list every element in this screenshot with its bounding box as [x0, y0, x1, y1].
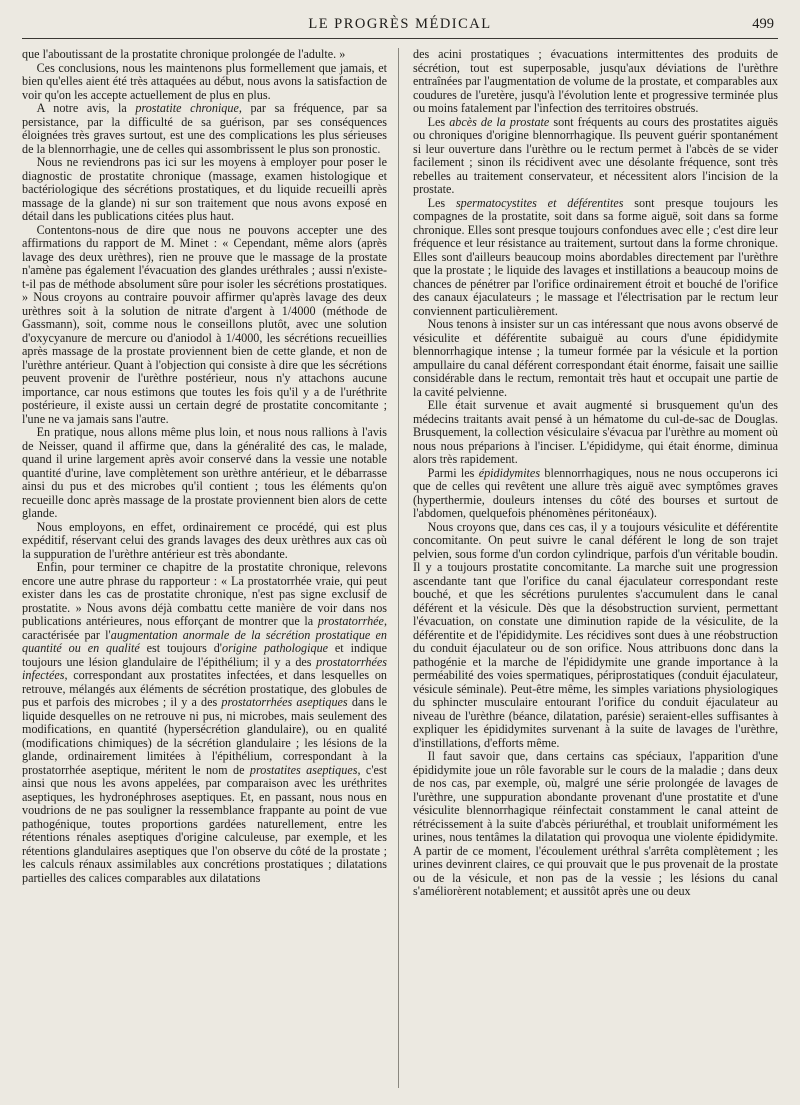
- paragraph: [413, 521, 778, 751]
- text-run: Nous tenons à insister sur un cas intéressant que nous avons observé de vésiculite et déférentite subaiguë au cours d'une épididymite blennorrhagique intense ; la tumeur formée par la vésicule et la portion ampullaire du canal déférent correspondant était énorme, faisait une saillie considérable dans le rectum, remontait très haut et occupait une partie de la cavité pelvienne.: [413, 317, 778, 399]
- text-run: sont fréquents au cours des prostatites aiguës ou chroniques d'origine blennorrhagique. Ils peuvent guérir spontanément si leur ouverture dans l'urèthre ou le rectum permet à l'abcès de se vider facilement ; sinon ils récidivent avec une désolante fréquence, sont très rebelles au traitement conservateur, et nécessitent alors l'incision de la prostate.: [413, 114, 778, 196]
- text-run: Parmi les: [427, 465, 479, 480]
- paragraph: [413, 399, 778, 467]
- text-run: , correspondant aux prostatites infectées, et dans lesquelles on retrouve, mélangés aux éléments de sécrétion prostatique, des globules de pus et parfois des microbes ; il y a des: [22, 668, 387, 709]
- text-run: Contentons-nous de dire que nous ne pouvons accepter une des affirmations du rapport de M. Minet : « Cependant, même alors (après lavage des deux urèthres), rien ne prouve que le massage de la prostate n'amène pas également l'évacuation des glandes uréthrales ; aussi n'existe-t-il pas de méthode absolument sûre pour isoler les sécrétions prostatiques. » Nous croyons au contraire pouvoir affirmer qu'après lavage des deux urèthres soit à la solution de nitrate d'argent à 1/4000 (méthode de Gassmann), soit, comme nous le conseillons plutôt, avec une solution d'oxycyanure de mercure ou d'aniodol à 1/4000, les sécrétions recueillies après massage de la prostate proviennent bien de cette glande, et non de l'urèthre antérieur. Quant à l'objection qui consiste à dire que les sécrétions peuvent provenir de l'urèthre postérieur, nous n'y attachons aucune importance, car nous estimons que toutes les fois qu'il y a de l'uréthrite postérieure, il existe aussi un certain degré de prostatite concomitante ; l'une ne va jamais sans l'autre.: [22, 222, 387, 426]
- text-run: dans le liquide desquelles on ne retrouve ni pus, ni microbes, mais seulement des modifications, en quantité (hypersécrétion glandulaire), ou en qualité (modifications chimiques) de la sécrétion glandulaire ; les lésions de la glande, ordinairement limitées à l'épithélium, correspondant à la prostatorrhée aseptique, méritent le nom de: [22, 695, 387, 777]
- paragraph: [413, 318, 778, 399]
- text-run: Les: [427, 195, 456, 210]
- journal-title: LE PROGRÈS MÉDICAL: [308, 16, 492, 32]
- paragraph: [413, 467, 778, 521]
- text-run: et indique toujours une lésion glandulaire de l'épithélium; il y a des: [22, 641, 387, 669]
- italic-term: augmentation anormale de la sécrétion prostatique en quantité ou en qualité: [22, 627, 387, 655]
- text-run: Ces conclusions, nous les maintenons plus formellement que jamais, et bien qu'elles aient été très attaquées au début, nous avons la satisfaction de voir qu'on les accepte actuellement de plus en plus.: [22, 60, 387, 102]
- text-run: Nous croyons que, dans ces cas, il y a toujours vésiculite et déférentite concomitante. On peut suivre le canal déférent le long de son trajet pelvien, sous forme d'un cordon cylindrique, parfois d'un véritable boudin. Il y a toujours prostatite concomitante. La marche suit une progression ascendante tant que l'orifice du canal éjaculateur correspondant reste bouché, et que les sécrétions purulentes s'accumulent dans le canal déférent et la vésicule. Dès que la désobstruction survient, permettant l'évacuation, on constate une diminution rapide de la vésiculite, de la déférentite et de l'épididymite. Les récidives sont dues à une réobstruction du conduit éjaculateur ou de son orifice. Nous attribuons donc dans la pathogénie et la marche de l'épididymite une grande importance à la perméabilité des voies spermatiques, périprostatiques (conduit éjaculateur, vésicule séminale). Peut-être même, les simples variations physiologiques du sphincter musculaire entourant l'orifice du conduit éjaculateur au niveau de l'urèthre (béance, dilatation, parésie) seraient-elles suffisantes à expliquer les épididymites survenant à la suite de lavages de l'urèthre, d'instillations, d'efforts même.: [413, 519, 778, 750]
- text-run: que l'aboutissant de la prostatite chronique prolongée de l'adulte. »: [22, 48, 346, 61]
- text-run: Les: [427, 114, 450, 129]
- paragraph: [413, 750, 778, 899]
- right-column: [413, 48, 778, 1098]
- italic-term: abcès de la prostate: [449, 114, 550, 129]
- paragraph: [413, 48, 778, 116]
- paragraph: [22, 62, 387, 103]
- text-run: Nous ne reviendrons pas ici sur les moyens à employer pour poser le diagnostic de prostatite chronique (massage, examen histologique et bactériologique des sécrétions prostatiques, et du liquide recueilli après massage de la glande) ni sur son traitement que nous avons exposé en détail dans les publications citées plus haut.: [22, 155, 387, 223]
- text-run: blennorrhagiques, nous ne nous occuperons ici que de celles qui revêtent une allure très aiguë avec symptômes graves (hyperthermie, douleurs intenses du côté des bourses et surtout de l'abdomen, quelquefois phénomènes péritonéaux).: [413, 465, 778, 520]
- text-run: des acini prostatiques ; évacuations intermittentes des produits de sécrétion, tout est superposable, jusqu'aux déviations de l'urèthre entraînées par l'augmentation de volume de la prostate, et comparables aux coudures de l'uretère, jusqu'à l'évolution lente et progressive terminée plus ou moins fatalement par l'infection des territoires obstrués.: [413, 48, 778, 115]
- paragraph: [22, 224, 387, 427]
- paragraph: [413, 116, 778, 197]
- paragraph: [413, 197, 778, 319]
- text-run: sont presque toujours les compagnes de la prostatite, soit dans sa forme aiguë, soit dans sa forme chronique. Elles sont presque toujours confondues avec elle ; c'est dire leur fréquence et leur résistance au traitement, surtout dans la forme chronique. Elles sont d'ailleurs beaucoup moins abordables directement par l'urèthre que la prostate ; le liquide des lavages et instillations a beaucoup moins de chances de pénétrer par l'orifice ordinairement étroit et bouché de l'orifice des canaux éjaculateurs ; le massage et l'électrisation par le rectum leur conviennent particulièrement.: [413, 195, 778, 318]
- italic-term: prostatorrhée: [317, 614, 384, 628]
- paragraph: [22, 48, 387, 62]
- italic-term: prostatorrhées infectées: [22, 654, 387, 682]
- text-run: , c'est ainsi que nous les avons appelées, par comparaison avec les uréthrites aseptiques, les hydronéphroses aseptiques. Et, en passant, nous nous en voudrions de ne pas souligner la ressemblance frappante au point de vue pathogénique, toutes proportions gardées naturellement, entre les rétentions rénales aseptiques d'origine calculeuse, par exemple, et les rétentions glandulaires aseptiques que l'on observe du côté de la prostate ; les calculs rénaux assimilables aux concrétions prostatiques ; dilatations partielles des calices comparables aux dilatations: [22, 762, 387, 885]
- text-run: Nous employons, en effet, ordinairement ce procédé, qui est plus expéditif, réservant celui des grands lavages des deux urèthres aux cas où la suppuration de l'urèthre antérieur est très abondante.: [22, 519, 387, 561]
- text-run: Elle était survenue et avait augmenté si brusquement qu'un des médecins traitants avait pensé à un hématome du cul-de-sac de Douglas. Brusquement, la collection vésiculaire s'évacua par l'urèthre au moment où nous nous préparions à l'inciser. L'épididyme, qui était énorme, diminua alors très rapidement.: [413, 398, 778, 466]
- column-divider: [398, 48, 399, 1088]
- italic-term: prostatorrhées aseptiques: [221, 695, 348, 709]
- paragraph: [22, 102, 387, 156]
- text-run: Il faut savoir que, dans certains cas spéciaux, l'apparition d'une épididymite joue un rôle favorable sur le cours de la maladie ; dans deux de nos cas, par exemple, où, malgré une série prolongée de lavages de l'urèthre, une suppuration abondante provenant d'une prostatite et d'une vésiculite blennorrhagique réinfectait constamment le canal atteint de rétrécissement à la suite d'abcès périuréthal, et troublait uniformément les urines, nous tentâmes la dilatation qui provoqua une violente épididymite. A partir de ce moment, l'écoulement uréthral s'arrêta complètement ; les urines devinrent claires, ce qui prouvait que le pus provenait de la prostate ou de la vésicule, et non pas de la vessie ; les lésions du canal s'améliorèrent notablement; et aussitôt après une ou deux: [413, 749, 778, 898]
- running-header: [22, 10, 778, 39]
- text-run: est toujours d': [139, 641, 222, 655]
- italic-term: origine pathologique: [222, 641, 329, 655]
- text-run: En pratique, nous allons même plus loin, et nous nous rallions à l'avis de Neisser, quand il affirme que, dans la généralité des cas, le malade, quand il urine largement après avoir conservé dans la vessie une notable quantité d'urine, lave complètement son urèthre antérieur, et le débarrasse ainsi du pus et des microbes qu'il contient ; tous les éléments qu'on recueille donc après massage de la prostate proviennent bien alors de cette glande.: [22, 425, 387, 520]
- text-run: , caractérisée par l': [22, 614, 387, 642]
- paragraph: [22, 426, 387, 521]
- paragraph: [22, 521, 387, 562]
- italic-term: prostatites aseptiques: [249, 762, 358, 777]
- paragraph: [22, 156, 387, 224]
- italic-term: spermatocystites et déférentites: [455, 195, 624, 210]
- page-number: 499: [752, 16, 774, 32]
- text-run: Enfin, pour terminer ce chapitre de la prostatite chronique, relevons encore une autre phrase du rapporteur : « La prostatorrhée vraie, qui peut exister dans les cas de prostatite chronique, n'est pas signe exclusif de prostatite. » Nous avons déjà combattu cette manière de voir dans nos publications antérieures, nous efforçant de montrer que la: [22, 560, 387, 628]
- left-column: [22, 48, 387, 1098]
- italic-term: prostatite chronique: [135, 101, 239, 115]
- text-run: , par sa fréquence, par sa persistance, par la difficulté de sa guérison, par ses conséquences éloignées très graves surtout, est une des complications les plus sérieuses de la blennorrhagie, une de celles qui assombrissent le plus son pronostic.: [22, 101, 387, 156]
- text-run: A notre avis, la: [36, 101, 136, 115]
- italic-term: épididymites: [478, 465, 541, 480]
- paragraph: [22, 561, 387, 885]
